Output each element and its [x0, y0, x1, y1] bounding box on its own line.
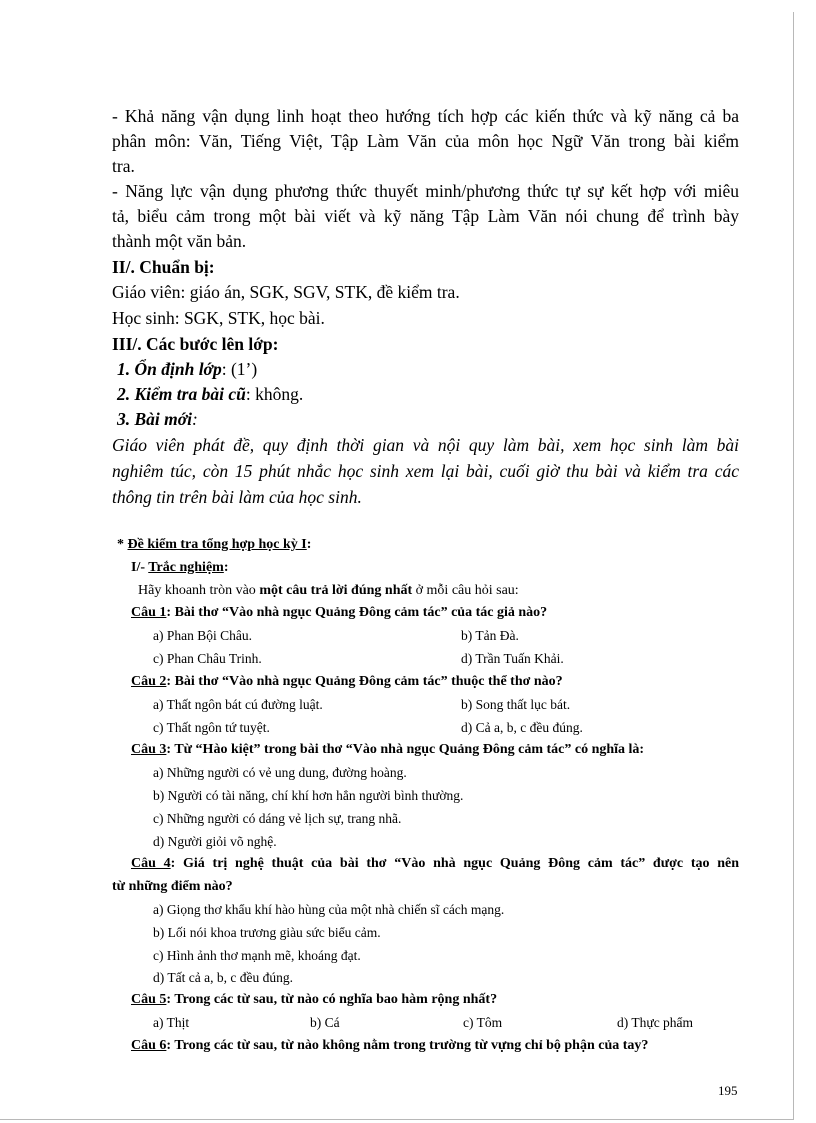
exam-title-prefix: * — [117, 537, 128, 552]
step-1-label: 1. Ổn định lớp — [117, 359, 222, 379]
q2-option-b: b) Song thất lục bát. — [461, 697, 571, 712]
exam-title-text: Đề kiểm tra tổng hợp học kỳ I — [127, 537, 307, 552]
question-4-text: : Giá trị nghệ thuật của bài thơ “Vào nhà ngục Quảng Đông cảm tác” được tạo nên — [170, 856, 739, 871]
objective-line-1: - Khả năng vận dụng linh hoạt theo hướng tích hợp các kiến thức và kỹ năng cả ba — [112, 106, 739, 126]
question-4-label: Câu 4 — [131, 856, 171, 871]
instruction-line-3: thông tin trên bài làm của học sinh. — [112, 487, 362, 507]
question-1-label: Câu 1 — [131, 605, 167, 620]
step-3-rest: : — [192, 409, 198, 429]
q5-option-d: d) Thực phẩm — [617, 1015, 694, 1030]
prep-teacher: Giáo viên: giáo án, SGK, SGV, STK, đề kiểm tra. — [112, 282, 460, 302]
q3-option-b: b) Người có tài năng, chí khí hơn hẳn người bình thường. — [153, 788, 464, 803]
question-3-text: : Từ “Hào kiệt” trong bài thơ “Vào nhà ngục Quảng Đông cảm tác” có nghĩa là: — [166, 742, 645, 757]
step-2-label: 2. Kiểm tra bài cũ — [117, 384, 246, 404]
question-5-text: : Trong các từ sau, từ nào có nghĩa bao hàm rộng nhất? — [166, 992, 498, 1007]
step-2 — [117, 384, 303, 405]
question-4 — [131, 856, 739, 873]
q2-option-c: c) Thất ngôn tứ tuyệt. — [153, 720, 270, 735]
question-2-label: Câu 2 — [131, 674, 167, 689]
instruction-line-1: Giáo viên phát đề, quy định thời gian và nội quy làm bài, xem học sinh làm bài — [112, 435, 739, 455]
objective-line-5: tả, biểu cảm trong một bài viết và kỹ năng Tập Làm Văn nói chung để trình bày — [112, 206, 739, 226]
objective-line-3: tra. — [112, 156, 135, 176]
question-2-text: : Bài thơ “Vào nhà ngục Quảng Đông cảm tác” thuộc thể thơ nào? — [166, 674, 563, 689]
question-6 — [131, 1038, 648, 1055]
q1-option-c: c) Phan Châu Trinh. — [153, 651, 262, 666]
q3-option-a: a) Những người có vẻ ung dung, đường hoàng. — [153, 765, 407, 780]
section-prefix: I/- — [131, 560, 149, 575]
exam-instruction-bold: một câu trả lời đúng nhất — [259, 583, 413, 598]
q2-option-a: a) Thất ngôn bát cú đường luật. — [153, 697, 323, 712]
question-3 — [131, 742, 644, 759]
step-3 — [117, 409, 198, 430]
q2-option-d: d) Cả a, b, c đều đúng. — [461, 720, 583, 735]
exam-title — [117, 537, 311, 554]
steps-heading: III/. Các bước lên lớp: — [112, 334, 279, 354]
q5-option-c: c) Tôm — [463, 1015, 503, 1030]
exam-instruction-a: Hãy khoanh tròn vào — [138, 583, 260, 598]
exam-instruction-c: ở mỗi câu hỏi sau: — [412, 583, 519, 598]
q4-option-c: c) Hình ảnh thơ mạnh mẽ, khoáng đạt. — [153, 948, 361, 963]
q4-option-b: b) Lối nói khoa trương giàu sức biểu cảm. — [153, 925, 381, 940]
section-suffix: : — [223, 560, 229, 575]
q1-option-a: a) Phan Bội Châu. — [153, 628, 252, 643]
prep-student: Học sinh: SGK, STK, học bài. — [112, 308, 325, 328]
q4-option-a: a) Giọng thơ khẩu khí hào hùng của một nhà chiến sĩ cách mạng. — [153, 902, 505, 917]
section-heading — [131, 560, 229, 577]
exam-instruction — [138, 583, 519, 600]
q3-option-c: c) Những người có dáng vẻ lịch sự, trang nhã. — [153, 811, 402, 826]
page-number: 195 — [718, 1083, 738, 1098]
step-1-rest: : (1’) — [221, 359, 258, 379]
q1-option-b: b) Tản Đà. — [461, 628, 519, 643]
q3-option-d: d) Người giỏi võ nghệ. — [153, 834, 277, 849]
question-5-label: Câu 5 — [131, 992, 167, 1007]
q5-option-a: a) Thịt — [153, 1015, 190, 1030]
objective-line-6: thành một văn bản. — [112, 231, 247, 251]
question-1-text: : Bài thơ “Vào nhà ngục Quảng Đông cảm tác” của tác giả nào? — [166, 605, 548, 620]
question-6-label: Câu 6 — [131, 1038, 167, 1053]
step-2-rest: : không. — [245, 384, 304, 404]
question-5 — [131, 992, 497, 1009]
instruction-line-2: nghiêm túc, còn 15 phút nhắc học sinh xem lại bài, cuối giờ thu bài và kiểm tra các — [112, 461, 739, 481]
exam-title-suffix: : — [306, 537, 312, 552]
q4-option-d: d) Tất cả a, b, c đều đúng. — [153, 970, 293, 985]
section-text: Trắc nghiệm — [148, 560, 224, 575]
step-3-label: 3. Bài mới — [117, 409, 193, 429]
question-2 — [131, 674, 563, 691]
question-4-continued: từ những điểm nào? — [112, 879, 233, 894]
q1-option-d: d) Trần Tuấn Khải. — [461, 651, 564, 666]
question-3-label: Câu 3 — [131, 742, 167, 757]
prep-heading: II/. Chuẩn bị: — [112, 257, 215, 277]
step-1 — [117, 359, 257, 380]
question-6-text: : Trong các từ sau, từ nào không nằm trong trường từ vựng chỉ bộ phận của tay? — [166, 1038, 649, 1053]
q5-option-b: b) Cá — [310, 1015, 340, 1030]
objective-line-2: phân môn: Văn, Tiếng Việt, Tập Làm Văn của môn học Ngữ Văn trong bài kiểm — [112, 131, 739, 151]
question-1 — [131, 605, 547, 622]
objective-line-4: - Năng lực vận dụng phương thức thuyết minh/phương thức tự sự kết hợp với miêu — [112, 181, 739, 201]
